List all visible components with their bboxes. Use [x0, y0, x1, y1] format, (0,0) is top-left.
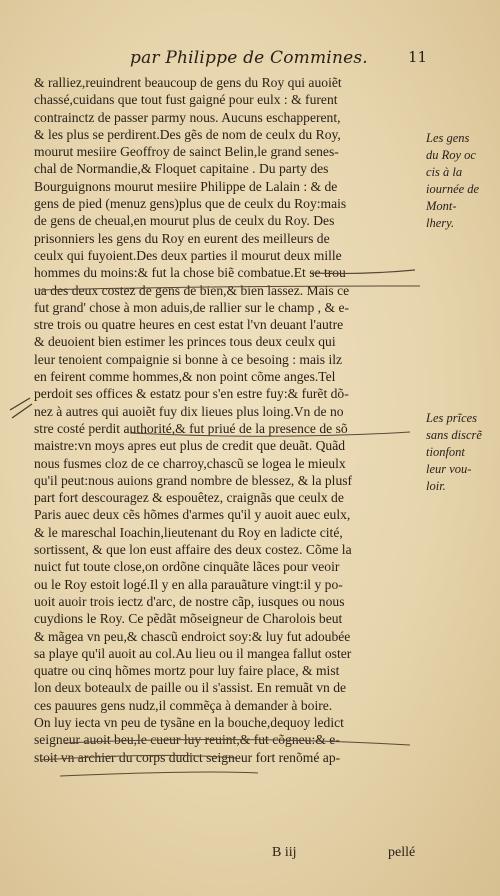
text-line: chal de Normandie,& Floquet capitaine . Du party des	[34, 161, 329, 177]
text-line: contrainctz de passer parmy nous. Aucuns eschapperent,	[34, 109, 341, 125]
text-line: On luy iecta vn peu de tysãne en la bouche,dequoy ledict	[34, 714, 344, 730]
check-mark	[10, 398, 32, 418]
page-footer	[0, 845, 500, 865]
margin-note-line: iournée de	[426, 182, 480, 196]
text-line: hommes du moins:& fut la chose biẽ combatue.Et se trou	[34, 265, 346, 281]
main-text	[34, 74, 424, 766]
text-line: stre costé perdit authorité,& fut priué de la presence de sõ	[34, 420, 348, 436]
underline-mark	[60, 772, 258, 776]
text-line: quatre ou cinq hõmes mortz pour luy faire place, & mist	[34, 663, 340, 679]
text-line: & mãgea vn peu,& chascũ endroict soy:& luy fut adoubée	[34, 628, 351, 644]
signature-mark: B iij	[272, 845, 297, 860]
text-line: gens de pied (menuz gens)plus que de ceulx du Roy:mais	[34, 196, 347, 212]
text-line: nuict fut toute close,on ordõne cinquãte lãces pour veoir	[34, 559, 340, 575]
text-line: stoit vn archier du corps dudict seigneur fort renõmé ap-	[34, 749, 341, 765]
text-line: nez à autres qui auoiẽt fuy dix lieues plus loing.Vn de no	[34, 403, 344, 419]
text-line: lon deux boteaulx de paille ou il s'assist. En remuãt vn de	[34, 680, 347, 696]
catchword: pellé	[388, 845, 416, 860]
text-line: chassé,cuidans que tout fust gaigné pour eulx : & furent	[34, 92, 338, 108]
text-line: en feirent comme hommes,& non point cõme anges.Tel	[34, 369, 336, 385]
margin-note-line: tionfont	[426, 445, 465, 459]
text-line: leur tenoient compaignie si bonne à ce besoing : mais ilz	[34, 351, 343, 367]
text-line: cuydions le Roy. Ce pẽdãt mõseigneur de Charolois beut	[34, 611, 343, 627]
text-line: ua des deux costez de gens de bien,& bien lassez. Mais ce	[34, 282, 350, 298]
margin-note-les-princes	[426, 410, 498, 495]
text-line: & ralliez,reuindrent beaucoup de gens du Roy qui auoiẽt	[34, 75, 342, 90]
margin-note-line: cis à la	[426, 165, 463, 179]
text-line: Bourguignons mourut mesiire Philippe de Lalain : & de	[34, 178, 338, 194]
margin-note-line: du Roy oc	[426, 148, 476, 162]
margin-note-line: Mont-	[426, 199, 457, 213]
text-line: sa playe qu'il auoit au col.Au lieu ou il mangea fallut oster	[34, 645, 352, 661]
margin-note-line: loir.	[426, 479, 446, 493]
margin-note-line: lhery.	[426, 216, 455, 230]
text-line: perdoit ses offices & estatz pour s'en estre fuy:& furẽt dõ-	[34, 386, 349, 402]
page-header	[0, 48, 500, 70]
text-line: uoit auoir trois iectz d'arc, de nostre cãp, iusques ou nous	[34, 593, 345, 609]
margin-note-line: Les gens	[426, 131, 470, 145]
text-line: mourut mesiire Geoffroy de sainct Belin,le grand senes-	[34, 144, 339, 160]
text-line: stre trois ou quatre heures en cest estat l'vn deuant l'autre	[34, 317, 344, 333]
running-title: par Philippe de Commines.	[130, 48, 368, 68]
text-line: fut grand' chose à mon aduis,de rallier sur le champ , & e-	[34, 299, 349, 315]
text-line: ceulx qui fuyoient.Des deux parties il mourut deux mille	[34, 247, 342, 263]
text-line: qu'il peut:nous auions grand nombre de blessez, & la plusf	[34, 472, 353, 488]
text-line: & les plus se perdirent.Des gẽs de nom de ceulx du Roy,	[34, 126, 341, 142]
text-line: de gens de cheual,en mourut plus de ceulx du Roy. Des	[34, 213, 335, 229]
margin-note-gens-du-roy	[426, 130, 498, 232]
text-line: maistre:vn moys apres eut plus de credit que deuãt. Quãd	[34, 438, 346, 454]
text-line: prisonniers les gens du Roy en eurent des meilleurs de	[34, 230, 330, 246]
margin-notes	[426, 130, 498, 495]
margin-note-line: Les prĩces	[426, 411, 478, 425]
text-line: & deuoient bien estimer les princes tous deux ceulx qui	[34, 334, 336, 350]
text-line: ou le Roy estoit logé.Il y en alla parauãture vingt:il y po-	[34, 576, 343, 592]
page-number: 11	[408, 48, 428, 66]
margin-note-line: leur vou-	[426, 462, 472, 476]
text-line: part fort descouragez & espouêtez, craignãs que ceulx de	[34, 490, 344, 506]
margin-note-line: sans discrẽ	[426, 428, 482, 442]
text-line: sortissent, & que lon eust affaire des deux costez. Cõme la	[34, 542, 352, 558]
text-line: & le mareschal Ioachin,lieutenant du Roy en ladicte cité,	[34, 524, 343, 540]
text-line: nous fusmes cloz de ce charroy,chascũ se logea le mieulx	[34, 455, 346, 471]
text-line: seigneur auoit beu,le cueur luy reuint,& fut cõgneu:& e-	[34, 732, 340, 748]
text-line: Paris auec deux cẽs hõmes d'armes qu'il y auoit auec eulx,	[34, 507, 351, 523]
text-line: ces pauures gens nudz,il commẽça à demander à boire.	[34, 697, 333, 713]
